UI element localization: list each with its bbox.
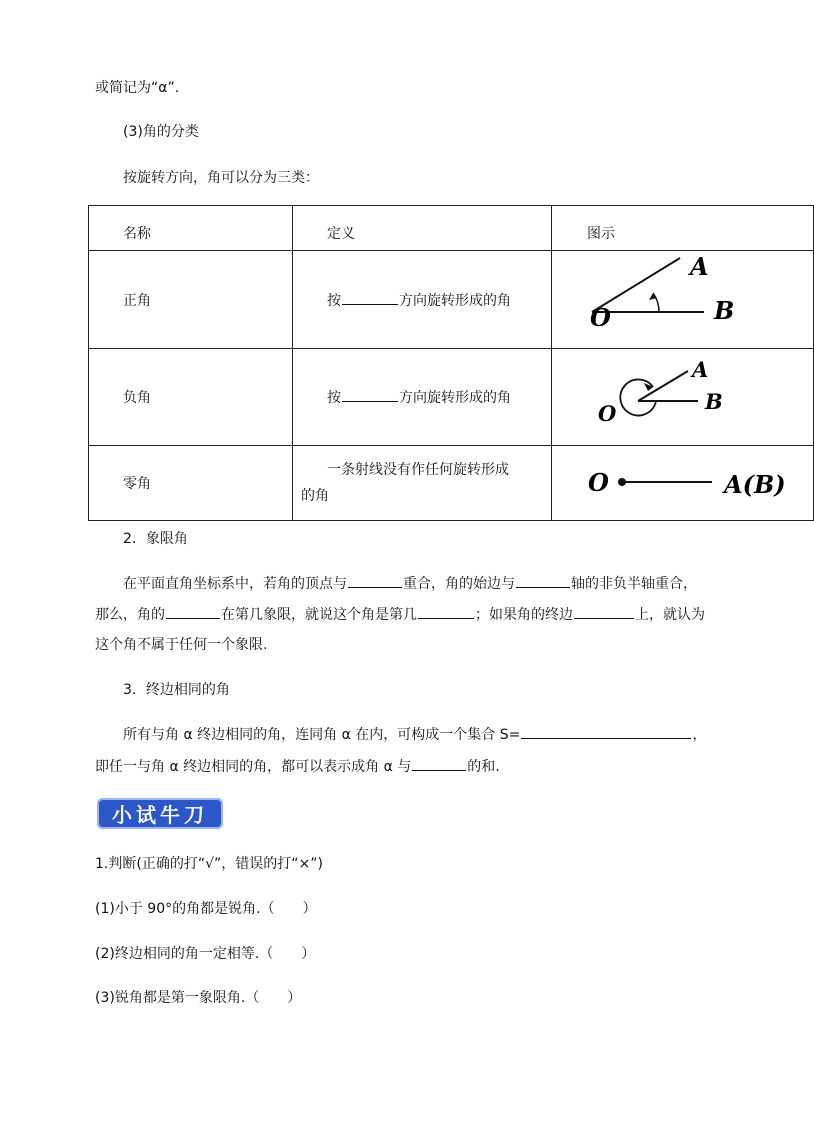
row-def-negative: 按 方向旋转形成的角: [293, 349, 552, 446]
practice-badge: 小试牛刀: [97, 798, 223, 829]
coterminal-heading: 3．终边相同的角: [123, 682, 230, 698]
row-def-positive: 按 方向旋转形成的角: [293, 251, 552, 349]
figure-positive-angle: [552, 251, 814, 349]
coterminal-para-line2: 即任一与角 α 终边相同的角，都可以表示成角 α 与 的和.: [95, 756, 500, 777]
table-header-row: [89, 206, 814, 251]
figure-zero-angle: [552, 446, 814, 521]
header-name: 名称: [89, 206, 293, 251]
row-name-positive: 正角: [89, 251, 293, 349]
header-figure: 图示: [552, 206, 814, 251]
intro-tail: 或简记为“α”.: [95, 80, 180, 96]
header-definition: 定义: [293, 206, 552, 251]
blank: [412, 756, 466, 771]
label-b: B: [705, 389, 723, 414]
quadrant-para-line2: 那么，角的 在第几象限，就说这个角是第几 ；如果角的终边 上，就认为: [95, 604, 705, 625]
blank: [342, 290, 398, 305]
exercise-item-3: (3)锐角都是第一象限角.（ ）: [95, 990, 302, 1006]
table-row: [89, 446, 814, 521]
quadrant-para-line3: 这个角不属于任何一个象限.: [95, 637, 268, 653]
label-b: B: [714, 295, 735, 325]
label-o: O: [590, 302, 611, 332]
blank: [418, 604, 474, 619]
blank: [574, 604, 634, 619]
label-o: O: [588, 468, 609, 497]
quadrant-heading: 2．象限角: [123, 531, 188, 547]
figure-negative-angle: [552, 349, 814, 446]
row-name-zero: 零角: [89, 446, 293, 521]
row-name-negative: 负角: [89, 349, 293, 446]
table-row: [89, 251, 814, 349]
table-row: [89, 349, 814, 446]
exercise-item-2: (2)终边相同的角一定相等.（ ）: [95, 946, 316, 962]
classify-intro: 按旋转方向，角可以分为三类：: [123, 170, 319, 186]
label-a: A: [692, 357, 709, 382]
angle-classification-table: [88, 205, 814, 521]
exercise-item-1: (1)小于 90°的角都是锐角.（ ）: [95, 901, 317, 917]
blank: [348, 573, 402, 588]
coterminal-para-line1: 所有与角 α 终边相同的角，连同角 α 在内，可构成一个集合 S= ，: [123, 724, 706, 745]
label-a: A: [690, 251, 709, 281]
section-3-heading: (3)角的分类: [123, 124, 199, 140]
quadrant-para-line1: 在平面直角坐标系中，若角的顶点与 重合，角的始边与 轴的非负半轴重合，: [123, 573, 697, 594]
blank: [516, 573, 570, 588]
blank: [342, 387, 398, 402]
label-ab: A(B): [724, 470, 786, 499]
label-o: O: [598, 401, 617, 426]
blank: [521, 724, 691, 739]
blank: [166, 604, 220, 619]
exercise-title: 1.判断(正确的打“√”，错误的打“×”): [95, 856, 323, 872]
row-def-zero: 一条射线没有作任何旋转形成 的角: [293, 446, 552, 521]
